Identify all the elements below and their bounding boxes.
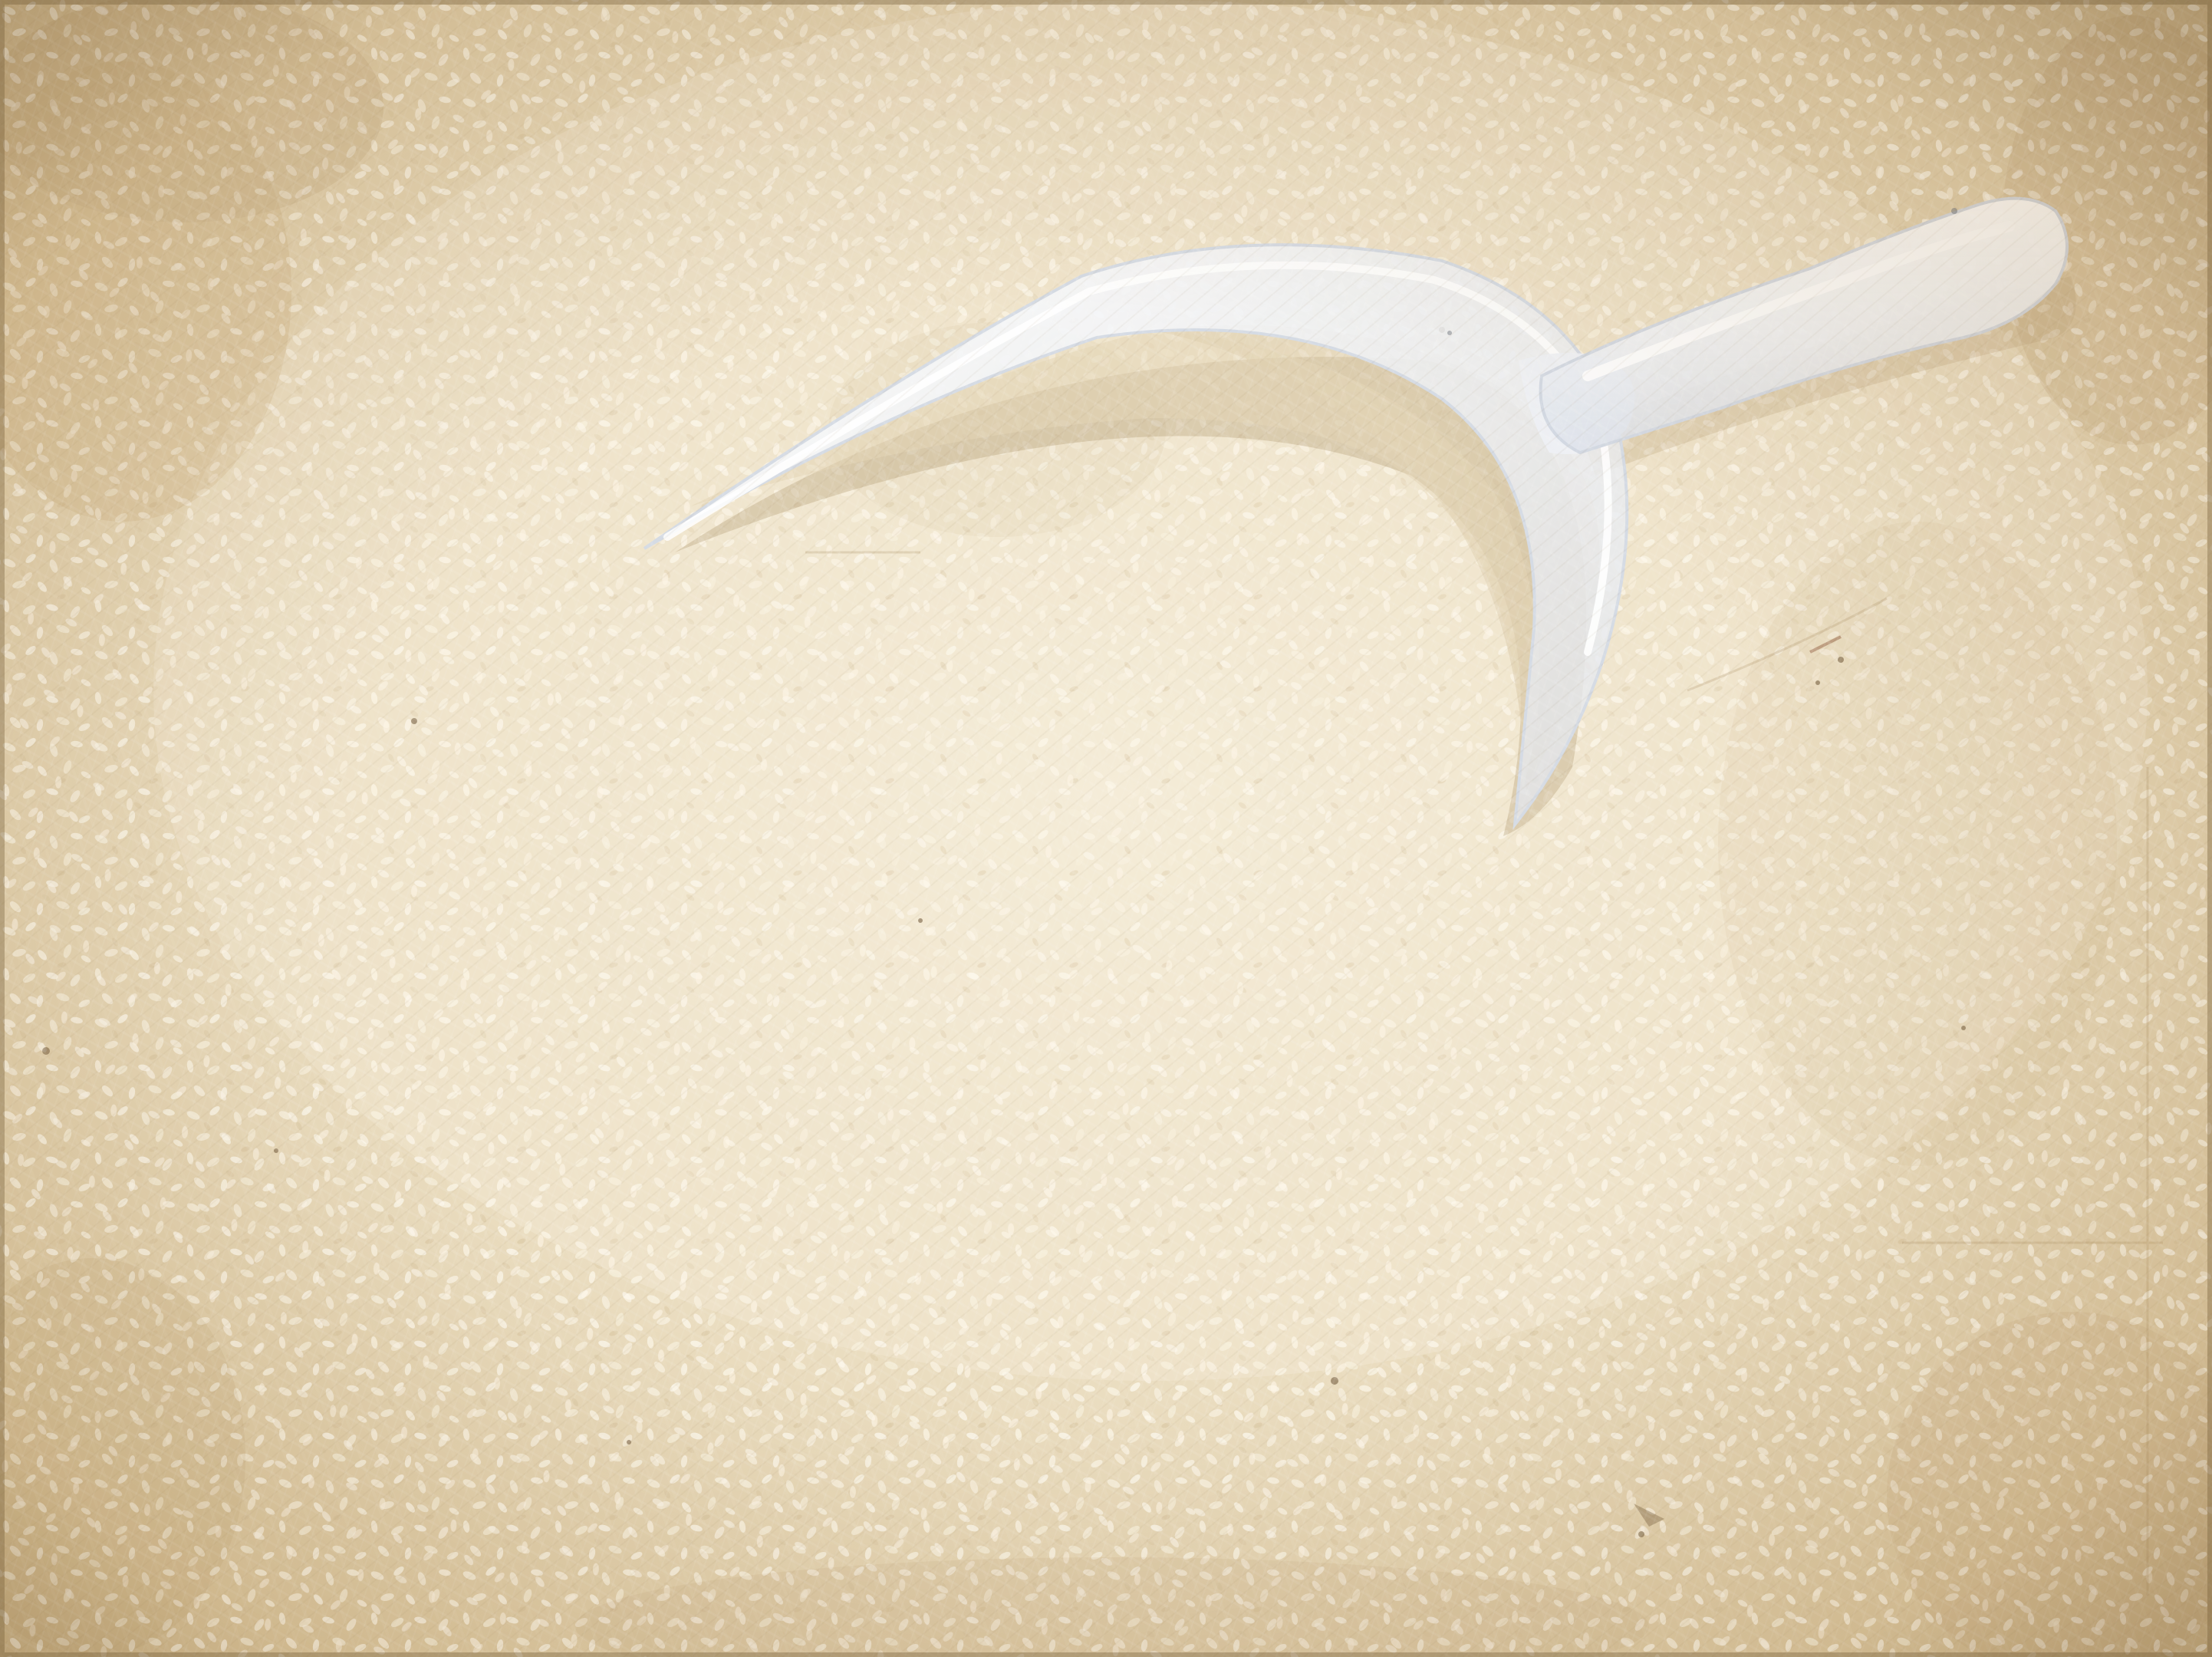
blade-mark: [1447, 331, 1452, 335]
handle-tip-mark: [1951, 208, 1957, 214]
